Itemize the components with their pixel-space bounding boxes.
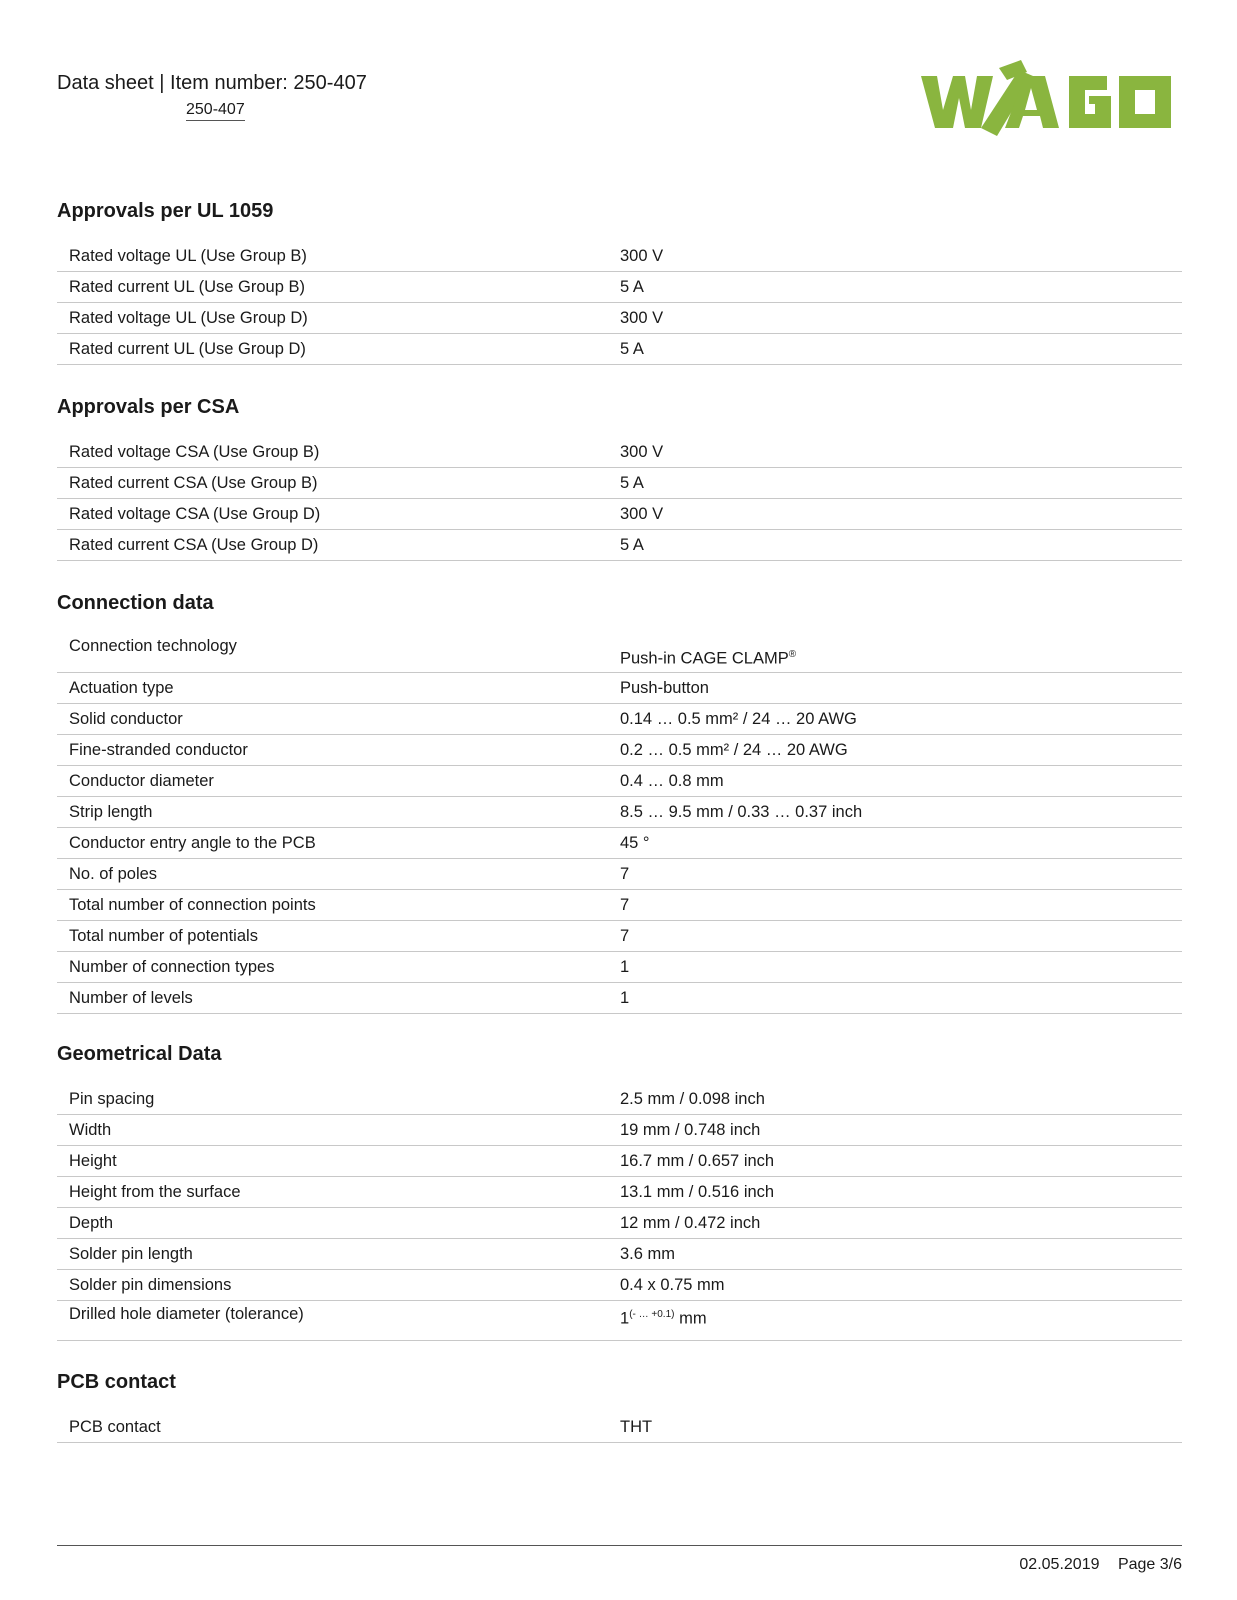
row-value: 2.5 mm / 0.098 inch (620, 1089, 765, 1108)
row-value: 300 V (620, 246, 664, 265)
row-label: Solder pin length (69, 1244, 193, 1263)
table-row (57, 1239, 1182, 1270)
section-title: Geometrical Data (57, 1043, 222, 1065)
row-label: Rated voltage UL (Use Group B) (69, 246, 307, 265)
row-label: Solid conductor (69, 709, 183, 728)
row-value: 45 ° (620, 833, 650, 852)
row-label: Rated voltage CSA (Use Group D) (69, 504, 321, 523)
row-value: 7 (620, 864, 630, 883)
table-row (57, 1412, 1182, 1443)
table-row (57, 1270, 1182, 1301)
section-title: Approvals per UL 1059 (57, 200, 274, 222)
registered-mark: ® (788, 648, 797, 660)
row-label: Drilled hole diameter (tolerance) (69, 1305, 304, 1323)
row-label: Rated current UL (Use Group B) (69, 277, 305, 296)
tolerance-sup: (- … +0.1) (629, 1309, 675, 1320)
row-value: 5 A (620, 339, 644, 358)
table-row (57, 1084, 1182, 1115)
row-label: Rated voltage CSA (Use Group B) (69, 442, 320, 461)
section-ul-approvals (57, 197, 1182, 365)
row-value: 7 (620, 895, 630, 914)
table-row (57, 499, 1182, 530)
row-label: Rated voltage UL (Use Group D) (69, 308, 308, 327)
table-row (57, 704, 1182, 735)
row-value: 0.4 … 0.8 mm (620, 771, 724, 790)
row-value (620, 649, 1182, 669)
row-value: 300 V (620, 308, 664, 327)
row-value: 300 V (620, 504, 664, 523)
table-row (57, 1146, 1182, 1177)
table-row (57, 1208, 1182, 1239)
row-label: Connection technology (69, 637, 237, 655)
row-label: Rated current UL (Use Group D) (69, 339, 306, 358)
row-label: Conductor diameter (69, 771, 214, 790)
row-label: Number of connection types (69, 957, 275, 976)
row-value: 5 A (620, 535, 644, 554)
row-label: Strip length (69, 802, 153, 821)
table-row (57, 952, 1182, 983)
row-label: Height from the surface (69, 1182, 241, 1201)
table-row (57, 890, 1182, 921)
table-row (57, 921, 1182, 952)
row-value: 5 A (620, 277, 644, 296)
row-value: 0.2 … 0.5 mm² / 24 … 20 AWG (620, 740, 848, 759)
wago-logo (921, 58, 1177, 144)
section-geometrical-data (57, 1040, 1182, 1341)
table-row (57, 673, 1182, 704)
section-title: Connection data (57, 592, 214, 614)
row-label: Conductor entry angle to the PCB (69, 833, 316, 852)
table-row (57, 766, 1182, 797)
row-label: Rated current CSA (Use Group B) (69, 473, 318, 492)
row-value: 0.4 x 0.75 mm (620, 1275, 725, 1294)
row-value: 1 (620, 988, 630, 1007)
row-label: Depth (69, 1213, 114, 1232)
row-label: Rated current CSA (Use Group D) (69, 535, 319, 554)
table-row (57, 735, 1182, 766)
row-label: Width (69, 1120, 112, 1139)
unit-text: mm (674, 1309, 707, 1328)
table-row (57, 633, 1182, 673)
footer-page: Page 3/6 (1117, 1556, 1182, 1573)
row-label: Actuation type (69, 678, 174, 697)
row-value: 16.7 mm / 0.657 inch (620, 1151, 775, 1170)
table-row (57, 983, 1182, 1014)
table-row (57, 797, 1182, 828)
row-value: 0.14 … 0.5 mm² / 24 … 20 AWG (620, 709, 857, 728)
table-row (57, 1177, 1182, 1208)
footer-divider (57, 1545, 1182, 1546)
page-title: Data sheet | Item number: 250-407 (57, 72, 367, 94)
row-label: Fine-stranded conductor (69, 740, 248, 759)
row-value: Push-button (620, 678, 709, 697)
table-row (57, 1301, 1182, 1341)
table-row (57, 859, 1182, 890)
footer (1005, 1556, 1182, 1574)
table-row (57, 334, 1182, 365)
row-value (620, 1301, 1182, 1329)
row-value: 300 V (620, 442, 664, 461)
row-value: 1 (620, 957, 630, 976)
item-number-link[interactable]: 250-407 (186, 101, 245, 121)
row-label: Pin spacing (69, 1089, 155, 1108)
footer-date: 02.05.2019 (1019, 1556, 1100, 1573)
row-value: 12 mm / 0.472 inch (620, 1213, 761, 1232)
row-label: Solder pin dimensions (69, 1275, 232, 1294)
table-row (57, 530, 1182, 561)
table-row (57, 828, 1182, 859)
row-label: Total number of potentials (69, 926, 258, 945)
row-label: Height (69, 1151, 117, 1170)
row-value-text: Push-in CAGE CLAMP (620, 649, 789, 667)
row-value: 13.1 mm / 0.516 inch (620, 1182, 775, 1201)
row-label: No. of poles (69, 864, 158, 883)
row-value: 19 mm / 0.748 inch (620, 1120, 761, 1139)
row-label: Total number of connection points (69, 895, 316, 914)
table-row (57, 1115, 1182, 1146)
row-value: THT (620, 1417, 653, 1436)
row-value: 3.6 mm (620, 1244, 676, 1263)
row-value: 7 (620, 926, 630, 945)
section-title: PCB contact (57, 1371, 176, 1393)
section-csa-approvals (57, 393, 1182, 561)
table-row (57, 272, 1182, 303)
row-value: 5 A (620, 473, 644, 492)
section-title: Approvals per CSA (57, 396, 240, 418)
table-row (57, 468, 1182, 499)
table-row (57, 241, 1182, 272)
section-pcb-contact (57, 1368, 1182, 1443)
row-value: 8.5 … 9.5 mm / 0.33 … 0.37 inch (620, 802, 863, 821)
section-connection-data (57, 589, 1182, 1014)
row-value-text: 1 (620, 1309, 630, 1328)
row-label: Number of levels (69, 988, 193, 1007)
table-row (57, 303, 1182, 334)
row-label: PCB contact (69, 1417, 161, 1436)
table-row (57, 437, 1182, 468)
